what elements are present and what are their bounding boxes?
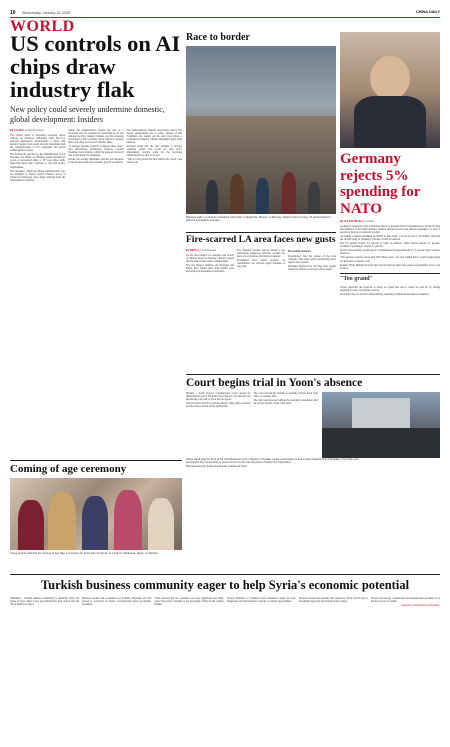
paragraph: Investigators into the causes of the fires continue, with some reports questioning water supply and response. (288, 254, 336, 264)
main-byline: By LIA ZHU in San Francisco (10, 129, 45, 132)
person-figure (206, 180, 218, 214)
germany-body (340, 220, 440, 296)
coming-of-age-caption: Young people celebrate the Coming of Age Day, a ceremony for those who turned 20, at a hotel in Yokohama, Japan, on Monday. (10, 551, 159, 555)
germany-byline: By JULIAN MEJIA in London (340, 220, 375, 223)
paragraph: Investigators have been seeking to question Yoon over his brief imposition of martial law in December. (186, 461, 292, 465)
person-figure (82, 496, 108, 550)
main-headline[interactable]: US controls on AI chips draw industry flak (10, 31, 181, 102)
person-figure (282, 172, 296, 214)
person-figure (256, 178, 269, 214)
paragraph: The framework unveiled by the administration of US President Joe Biden on Monday grants unrestricted access to AI-related chips to 18 close allies while subjecting most other countries to caps and license requirements. (10, 153, 66, 169)
germany-photo[interactable] (340, 32, 440, 148)
fire-col-1 (186, 249, 234, 274)
paragraph: SEOUL – South Korea's Constitutional Court opened its impeachment trial of President Yoon Suk-yeol on Tuesday, but the hearing was brief as Yoon did not appear. (186, 392, 251, 402)
court-col-3 (186, 458, 440, 468)
paragraph: The United States is proposing sweeping export controls on advanced computing chips used for artificial intelligence development, a move that industry leaders warn could severely undermine both the competitiveness of US companies and global technological progress. (10, 134, 66, 153)
paragraph: The trial could proceed without the president's attendance after the second session, under court rules. (253, 399, 318, 406)
race-to-border-story (186, 32, 336, 228)
paragraph: Analysts caution that security and regulatory clarity will be key to unlocking large-scale investment in the country. (298, 597, 368, 604)
fire-col-2 (237, 249, 285, 274)
turkish-col-5 (299, 597, 368, 607)
person-figure (308, 182, 320, 214)
paragraph: Scholz described the proposal as being too grand and said it would be paid for by cutting spending on other vital public services. (340, 285, 440, 292)
paragraph: Poland's Prime Minister Donald Tusk has said Europe must take greater responsibility for its own security. (340, 263, 440, 270)
date-line: Wednesday, January 15, 2025 (22, 10, 71, 15)
person-figure (148, 498, 174, 550)
paragraph: Nvidia, the leading chipmaker, said the rule threatens to derail innovation and economic growth worldwide. (68, 158, 124, 165)
coming-of-age-story (10, 460, 182, 570)
paragraph: "The percent would be more than 200 billion euros," he said, adding that it would require huge tax increases or massive cuts. (340, 256, 440, 263)
paragraph: ANKARA – Turkish business community is optimistic about the future of Syria, where a new government has taken control after the fall of Bashar al-Assad. (10, 597, 80, 607)
turkish-col-2 (82, 597, 151, 607)
paper-name: CHINA DAILY (416, 10, 440, 15)
court-photo[interactable] (322, 392, 440, 458)
turkish-headline[interactable]: Turkish business community eager to help Syria's economic potential (10, 574, 440, 593)
fire-byline: By REN LI in Los Angeles (186, 248, 217, 252)
paragraph: The measures, which the Biden administration says are designed to further restrict Chinese access to advanced technology, drew sharp criticism from the semiconductor industry. (10, 169, 66, 182)
paragraph: Germany's Chancellor Olaf Scholz has rejected a demand from US President-elect Donald Trump that members of the NATO military alliance should increase their defense spending to at least 5 percent of their gross domestic product. (340, 225, 440, 235)
paragraph: Several chambers of commerce have announced plans for trade delegations and joint business councils to explore opportunities. (226, 597, 296, 604)
police-line (322, 428, 440, 458)
paragraph: Trade between the two countries was once significant and many expect the border crossings to see increasing activity in the coming months. (154, 597, 224, 607)
paragraph: The US spends around 3.4 percent of GDP on defense, while Poland spends 4.1 percent. Germany's spending is around 2.1 percent. (340, 242, 440, 249)
paragraph: The Semiconductor Industry Association said it was deeply disappointed that a policy change of this magnitude was rushed out the door days before a presidential transition without meaningful input from industry. (126, 129, 182, 145)
turkish-col-1 (10, 597, 79, 607)
main-deck: New policy could severely undermine domestic, global development: Insiders (10, 105, 165, 124)
paragraph: In an interview, he said increasing military spending is important but must be balanced. (340, 292, 430, 296)
turkish-col-4 (227, 597, 296, 607)
main-col-2 (68, 129, 123, 183)
fire-subheading: Possible factors (288, 249, 312, 253)
court-story (186, 374, 440, 570)
person-figure (230, 174, 244, 214)
paragraph: Experts said energy, construction and infrastructure are likely to be the first sectors to benefit. (370, 597, 441, 604)
main-col-3 (127, 129, 182, 183)
turkish-story (10, 574, 440, 742)
paragraph: "A strategic mistake would be to impose these rules," said Information Technology Industry Council President Jason Oxman, calling the rules an overreach that would harm US businesses. (68, 145, 124, 158)
paragraph: Business leaders and economists say Turkish companies are well placed to participate in Syria's reconstruction given geographic proximity. (82, 597, 152, 607)
turkish-col-3 (154, 597, 223, 607)
building-shape (352, 398, 410, 428)
paragraph: The National Weather Service issued a rare particularly dangerous situation warning for parts of Los Angeles and Ventura counties. (237, 248, 285, 258)
paragraph: His supporters have gathered outside his residence in Seoul. (186, 465, 248, 469)
paragraph: Analysts noted that the rule includes a 120-day comment period and would not take effect immediately, leaving room for the incoming administration to alter or scrap it. (126, 145, 182, 158)
main-col-1 (10, 129, 65, 183)
paragraph: As the fire-ravaged Los Angeles area braced for intense winds on Tuesday, officials warned that the risk of more blazes remains high. (186, 253, 234, 263)
fire-headline[interactable]: Fire-scarred LA area faces new gusts (186, 232, 336, 246)
masthead (10, 10, 440, 35)
race-photo[interactable] (186, 46, 336, 214)
person-figure (18, 500, 44, 550)
paragraph: Yoon's lawyers said he would not attend, citing safety concerns and the arrest warrant issued against him. (186, 402, 251, 409)
paragraph: Firefighters have made progress on containment, but officials urged residents to stay alert. (237, 258, 285, 268)
court-caption: Police stand guard in front of the Constitutional Court in Seoul on Tuesday, as the court began its trial on the impeachment of President Yoon Suk-yeol. (186, 458, 359, 461)
race-headline[interactable]: Race to border (186, 32, 250, 43)
paragraph: The two biggest wildfires, the Palisades and Eaton, have burned more than 40,000 acres and destroyed thousands of structures. (186, 263, 234, 273)
court-headline[interactable]: Court begins trial in Yoon's absence (186, 374, 440, 389)
paragraph: The court will decide whether to formally remove Yoon from office or reinstate him. (253, 392, 318, 399)
germany-headline[interactable]: Germany rejects 5% spending for NATO (340, 151, 421, 217)
paragraph: While the administration frames the rule as a necessary step for keeping US leadership in AI and national security, industry insiders say the sweeping restrictions could accelerate rivals' efforts to develop their own chips and erode US market share. (68, 129, 124, 145)
race-caption: Migrants walk in a caravan toward the US border in Tapachula, Mexico, on Monday, ahead of the incoming US administration's planned immigration changes. (186, 215, 332, 222)
agencies-note: Agencies contributed to this story. (401, 604, 441, 608)
coming-of-age-photo[interactable] (10, 478, 182, 550)
court-col-1 (186, 392, 251, 409)
turkish-col-6 (371, 597, 440, 607)
page-number: 10 (10, 10, 16, 16)
section-title: WORLD (10, 18, 75, 35)
face-shape (370, 56, 410, 100)
paragraph: According to figures published by NATO in June 2024, a record 23 out of 32 member states hit the current target of spending 2 percent of GDP on defense. (340, 235, 440, 242)
court-col-2 (254, 392, 319, 409)
paragraph: Residents displaced by the fires have sought temporary shelter as recovery efforts begin. (288, 264, 336, 271)
person-figure (48, 492, 76, 550)
main-story (10, 32, 182, 456)
paragraph: "This is a very broad rule that restricts the world," one expert said. (126, 158, 182, 165)
germany-pull-quote: "Too grand" (340, 273, 440, 283)
coming-of-age-headline[interactable]: Coming of age ceremony (10, 460, 182, 475)
person-figure (114, 490, 142, 550)
suit-shape (354, 96, 426, 148)
fire-col-3 (288, 249, 336, 274)
fire-story (186, 232, 336, 372)
paragraph: Scholz said Germany would keep its commitments but questioned how a 5 percent target could be financed. (340, 249, 440, 256)
